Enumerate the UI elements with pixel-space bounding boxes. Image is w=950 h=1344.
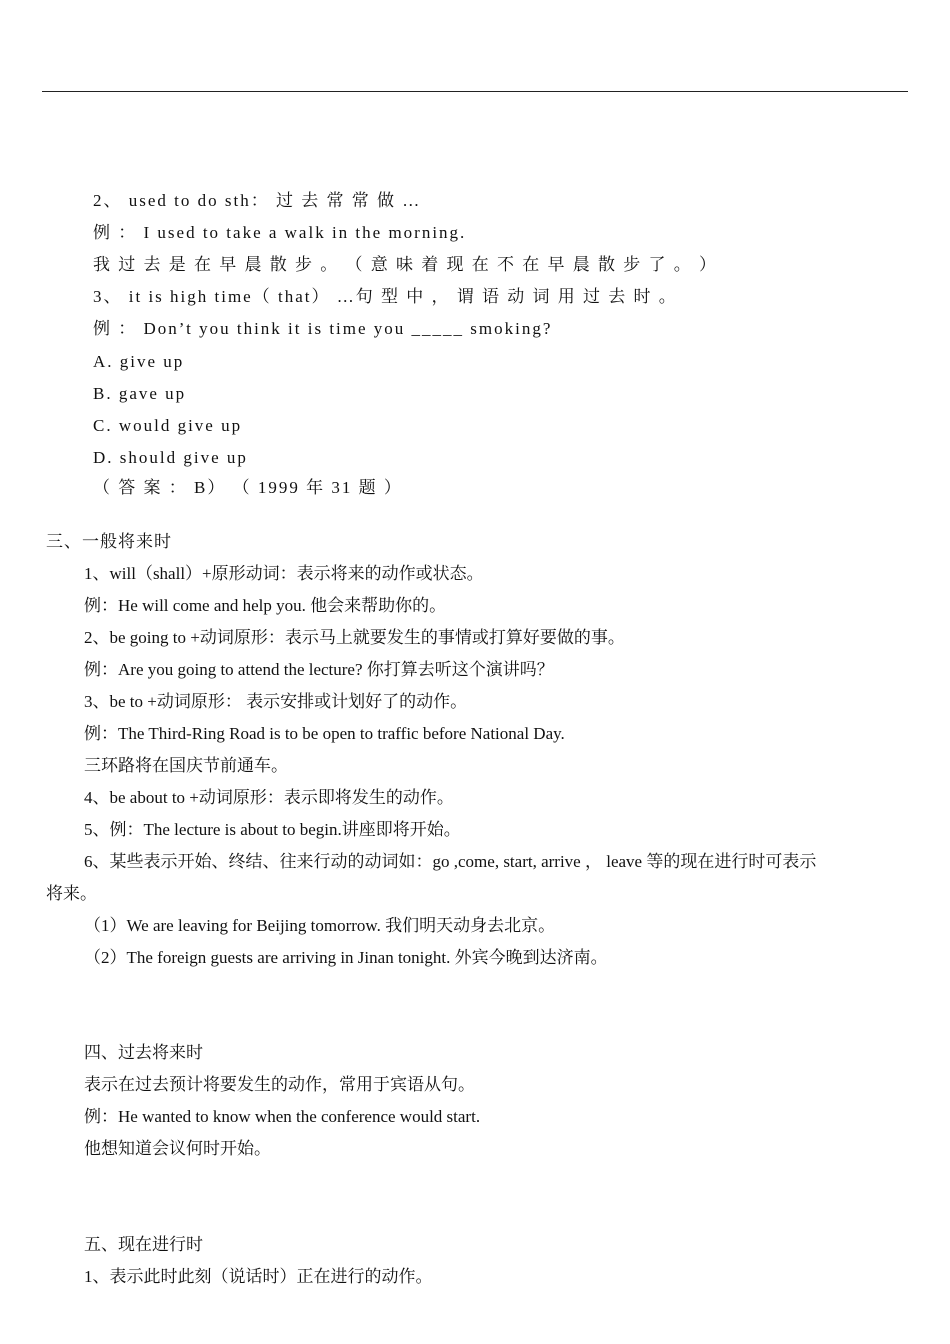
option-c: C. would give up (93, 416, 243, 435)
future-rule-5: 5、例：The lecture is about to begin.讲座即将开始。 (84, 820, 461, 839)
past-future-desc: 表示在过去预计将要发生的动作，常用于宾语从句。 (84, 1075, 475, 1094)
header-rule (42, 91, 908, 92)
option-a: A. give up (93, 352, 185, 371)
past-future-example: 例：He wanted to know when the conference would start. (84, 1107, 481, 1126)
future-example-2: 例：Are you going to attend the lecture? 你打算去听这个演讲吗？ (84, 660, 554, 679)
future-example-6b: （2）The foreign guests are arriving in Jinan tonight. 外宾今晚到达济南。 (84, 948, 608, 967)
future-rule-6-cont: 将来。 (46, 884, 97, 903)
example-high-time: 例 ： Don’t you think it is time you _____ smoking? (93, 319, 553, 338)
item-used-to: 2、 used to do sth： 过 去 常 常 做 … (93, 191, 422, 210)
future-example-1: 例：He will come and help you. 他会来帮助你的。 (84, 596, 447, 615)
section-heading-present-progressive: 五、现在进行时 (84, 1235, 203, 1254)
future-rule-1: 1、will（shall）+原形动词：表示将来的动作或状态。 (84, 564, 484, 583)
section-heading-past-future: 四、过去将来时 (84, 1043, 203, 1062)
future-rule-3: 3、be to +动词原形： 表示安排或计划好了的动作。 (84, 692, 468, 711)
option-d: D. should give up (93, 448, 248, 467)
future-rule-4: 4、be about to +动词原形：表示即将发生的动作。 (84, 788, 454, 807)
future-rule-2: 2、be going to +动词原形：表示马上就要发生的事情或打算好要做的事。 (84, 628, 625, 647)
future-translation-3: 三环路将在国庆节前通车。 (84, 756, 288, 775)
option-b: B. gave up (93, 384, 187, 403)
example-used-to: 例 ： I used to take a walk in the morning. (93, 223, 467, 242)
present-progressive-rule-1: 1、表示此时此刻（说话时）正在进行的动作。 (84, 1267, 433, 1286)
future-example-6a: （1）We are leaving for Beijing tomorrow. 我们明天动身去北京。 (84, 916, 556, 935)
future-example-3: 例：The Third-Ring Road is to be open to traffic before National Day. (84, 724, 565, 743)
answer-line: （ 答 案 ： B） （ 1999 年 31 题 ） (93, 478, 403, 497)
translation-used-to: 我 过 去 是 在 早 晨 散 步 。 （ 意 味 着 现 在 不 在 早 晨 散 步 了 。 ） (93, 255, 718, 274)
section-heading-future: 三、一般将来时 (46, 532, 172, 551)
past-future-translation: 他想知道会议何时开始。 (84, 1139, 271, 1158)
item-high-time: 3、 it is high time（ that） …句 型 中 ， 谓 语 动 词 用 过 去 时 。 (93, 287, 678, 306)
future-rule-6: 6、某些表示开始、终结、往来行动的动词如：go ,come, start, arrive ， leave 等的现在进行时可表示 (84, 852, 817, 871)
